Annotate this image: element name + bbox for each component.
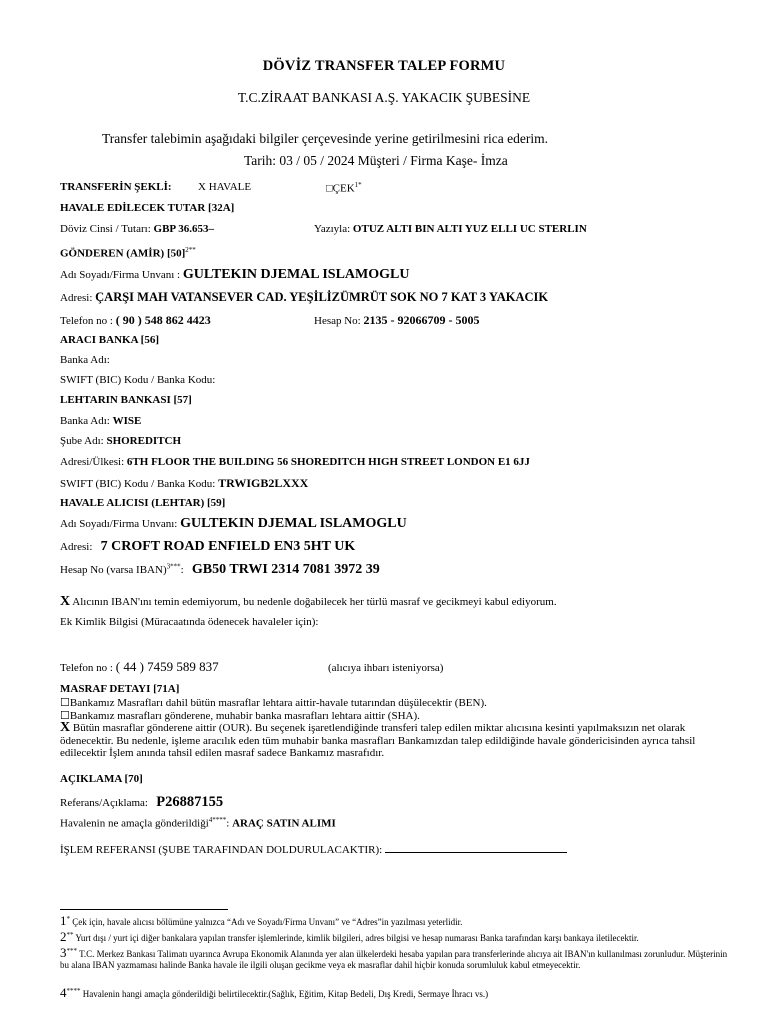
cek-footnote-ref: 1* [354, 181, 362, 189]
beneficiary-swift-row [60, 476, 308, 491]
cek-option-label: □ÇEK [326, 182, 355, 195]
charges-our-mark: X [60, 720, 71, 735]
purpose-value: ARAÇ SATIN ALIMI [232, 817, 336, 830]
reference-label: Referans/Açıklama: [60, 797, 148, 809]
sender-address-row [60, 290, 548, 305]
charges-heading: MASRAF DETAYI [71A] [60, 683, 180, 695]
footnote-1-text: Çek için, havale alıcısı bölümüne yalnızca “Adı ve Soyadı/Firma Unvanı” ve “Adres”in yazılması yeterlidir. [70, 917, 463, 927]
charges-option-ben[interactable]: ☐Bankamız Masrafları dahil bütün masraflar lehtara aittir-havale tutarından düşülecektir (BEN). [60, 697, 487, 709]
sender-phone-label: Telefon no : [60, 315, 113, 327]
amount-heading: HAVALE EDİLECEK TUTAR [32A] [60, 202, 235, 214]
currency-label: Döviz Cinsi / Tutarı: [60, 223, 151, 235]
currency-value: GBP 36.653– [153, 223, 215, 235]
sender-account-value: 2135 - 92066709 - 5005 [363, 313, 480, 327]
date-line: Tarih: 03 / 05 / 2024 Müşteri / Firma Kaşe- İmza [244, 153, 508, 168]
reference-row [60, 794, 223, 811]
branch-reference-blank[interactable] [385, 842, 567, 853]
purpose-colon: : [226, 817, 230, 830]
sender-name-label: Adı Soyadı/Firma Unvanı : [60, 269, 181, 281]
intro-text: Transfer talebimin aşağıdaki bilgiler çerçevesinde yerine getirilmesini rica ederim. [102, 131, 548, 146]
sender-address-label: Adresi: [60, 292, 93, 304]
footnote-1-num: 1 [60, 913, 67, 928]
beneficiary-bank-heading: LEHTARIN BANKASI [57] [60, 394, 192, 406]
beneficiary-bank-row [60, 415, 141, 427]
iban-footnote-ref: 3*** [166, 562, 181, 571]
havale-option[interactable]: X HAVALE [198, 181, 252, 193]
form-title: DÖVİZ TRANSFER TALEP FORMU [262, 58, 506, 74]
beneficiary-address-value: 7 CROFT ROAD ENFIELD EN3 5HT UK [100, 539, 356, 554]
beneficiary-swift-value: TRWIGB2LXXX [218, 476, 309, 490]
beneficiary-address-row [60, 539, 355, 555]
intermediary-swift-label: SWIFT (BIC) Kodu / Banka Kodu: [60, 374, 216, 386]
words-row [314, 223, 587, 235]
footnote-3-num: 3 [60, 945, 67, 960]
sender-name-row [60, 267, 409, 283]
sender-phone-value: ( 90 ) 548 862 4423 [115, 313, 211, 327]
extra-id-label: Ek Kimlik Bilgisi (Müracaatında ödenecek havaleler için): [60, 616, 319, 628]
beneficiary-name-value: GULTEKIN DJEMAL ISLAMOGLU [180, 516, 407, 531]
footnote-1 [60, 914, 730, 928]
footnote-3-text: T.C. Merkez Bankası Talimatı uyarınca Avrupa Ekonomik Alanında yer alan ülkelerdeki hesaba yapılan para transferlerinde alıcıya ait IBAN'ın kullanılması zorunludur. Müşterinin bu alana IBAN yazmaması halinde Banka havale ile ilgili oluşan gecikme veya ek masraflar dahil hiçbir konuda sorumluluk kabul etmeyecektir. [60, 949, 728, 970]
sender-account-label: Hesap No: [314, 315, 361, 327]
beneficiary-swift-label: SWIFT (BIC) Kodu / Banka Kodu: [60, 478, 216, 490]
sender-account-row [314, 313, 480, 328]
words-value: OTUZ ALTI BIN ALTI YUZ ELLI UC STERLIN [352, 223, 587, 235]
footnote-rule [60, 909, 228, 910]
beneficiary-name-label: Adı Soyadı/Firma Unvanı: [60, 518, 178, 530]
intermediary-heading: ARACI BANKA [56] [60, 334, 159, 346]
sender-phone-row [60, 313, 211, 328]
currency-row [60, 223, 214, 235]
beneficiary-branch-label: Şube Adı: [60, 435, 104, 447]
beneficiary-bank-address-label: Adresi/Ülkesi: [60, 456, 125, 468]
form-subtitle: T.C.ZİRAAT BANKASI A.Ş. YAKACIK ŞUBESİNE [237, 90, 531, 105]
footnote-4-sup: **** [66, 987, 81, 995]
purpose-footnote-ref: 4**** [208, 816, 227, 824]
beneficiary-iban-row: Hesap No (varsa IBAN)$^{3***}$: GB50 TRWI 2314 7081 3972 39 [60, 562, 380, 577]
sender-heading-text: GÖNDEREN (AMİR) [50] [60, 247, 186, 260]
beneficiary-bank-address-row [60, 456, 530, 468]
footnote-4 [60, 986, 730, 1000]
beneficiary-branch-row [60, 435, 181, 447]
sender-footnote-ref: 2** [185, 246, 196, 254]
transfer-type-label: TRANSFERİN ŞEKLİ: [60, 181, 172, 193]
branch-reference-label: İŞLEM REFERANSI (ŞUBE TARAFINDAN DOLDURULACAKTIR): [60, 844, 383, 856]
words-label: Yazıyla: [314, 223, 351, 235]
footnote-2 [60, 930, 730, 944]
footnote-3-sup: *** [66, 947, 77, 955]
cek-option[interactable] [326, 181, 362, 195]
beneficiary-heading: HAVALE ALICISI (LEHTAR) [59] [60, 497, 226, 509]
iban-notice-mark[interactable]: X [60, 594, 71, 609]
sender-heading [60, 246, 196, 260]
charges-option-sha[interactable]: ☐Bankamız masrafları gönderene, muhabir banka masrafları lehtara aittir (SHA). [60, 710, 420, 722]
beneficiary-iban-label: Hesap No (varsa IBAN) [60, 564, 167, 576]
description-heading: AÇIKLAMA [70] [60, 773, 143, 785]
beneficiary-name-row [60, 516, 407, 532]
branch-reference-row [60, 842, 567, 856]
footnote-1-sup: * [66, 915, 70, 923]
footnote-4-text: Havalenin hangi amaçla gönderildiği belirtilecektir.(Sağlık, Eğitim, Kitap Bedeli, Dış Kredi, Sermaye İhracı vs.) [80, 989, 489, 999]
contact-note: (alıcıya ihbarı isteniyorsa) [328, 662, 444, 674]
contact-phone-label: Telefon no : [60, 662, 113, 674]
sender-name-value: GULTEKIN DJEMAL ISLAMOGLU [182, 267, 410, 282]
charges-our-text: Bütün masraflar gönderene aittir (OUR). Bu seçenek işaretlendiğinde transferi talep edilen miktar alıcısına kesinti yapılmaksızın net olarak ödenecektir. Bu nedenle, işleme aracılık eden tüm muhabir banka masrafları Bankamızdan talep edildiğinde havale göndericisinden ayrıca tahsil edilecektir İşlem anında tahsil edilen masraf sadece Bankamız masrafıdır. [60, 722, 696, 759]
footnote-2-sup: ** [66, 931, 74, 939]
footnote-2-text: Yurt dışı / yurt içi diğer bankalara yapılan transfer işlemlerinde, kimlik bilgileri, adres bilgisi ve hesap numarası Banka tarafından karşı bankaya iletilecektir. [73, 933, 639, 943]
beneficiary-bank-address-value: 6TH FLOOR THE BUILDING 56 SHOREDITCH HIGH STREET LONDON E1 6JJ [126, 456, 530, 468]
footnote-3 [60, 946, 730, 971]
beneficiary-address-label: Adresi: [60, 541, 93, 553]
contact-phone-value: ( 44 ) 7459 589 837 [115, 659, 219, 674]
footnote-4-num: 4 [60, 985, 67, 1000]
reference-value: P26887155 [156, 794, 224, 810]
iban-notice [60, 594, 557, 610]
purpose-label: Havalenin ne amaçla gönderildiği [60, 817, 209, 830]
sender-address-value: ÇARŞI MAH VATANSEVER CAD. YEŞİLİZÜMRÜT SOK NO 7 KAT 3 YAKACIK [95, 290, 549, 304]
intermediary-bank-label: Banka Adı: [60, 354, 110, 366]
beneficiary-bank-label: Banka Adı: [60, 415, 110, 427]
beneficiary-iban-value: GB50 TRWI 2314 7081 3972 39 [191, 562, 380, 577]
iban-notice-text: Alıcının IBAN'ını temin edemiyorum, bu nedenle doğabilecek her türlü masraf ve gecikmeyi kabul ediyorum. [70, 596, 557, 608]
beneficiary-bank-value: WISE [112, 415, 142, 427]
beneficiary-branch-value: SHOREDITCH [106, 435, 182, 447]
purpose-row [60, 816, 336, 830]
contact-phone-row [60, 659, 219, 675]
footnote-2-num: 2 [60, 929, 67, 944]
charges-option-our[interactable] [60, 722, 735, 760]
